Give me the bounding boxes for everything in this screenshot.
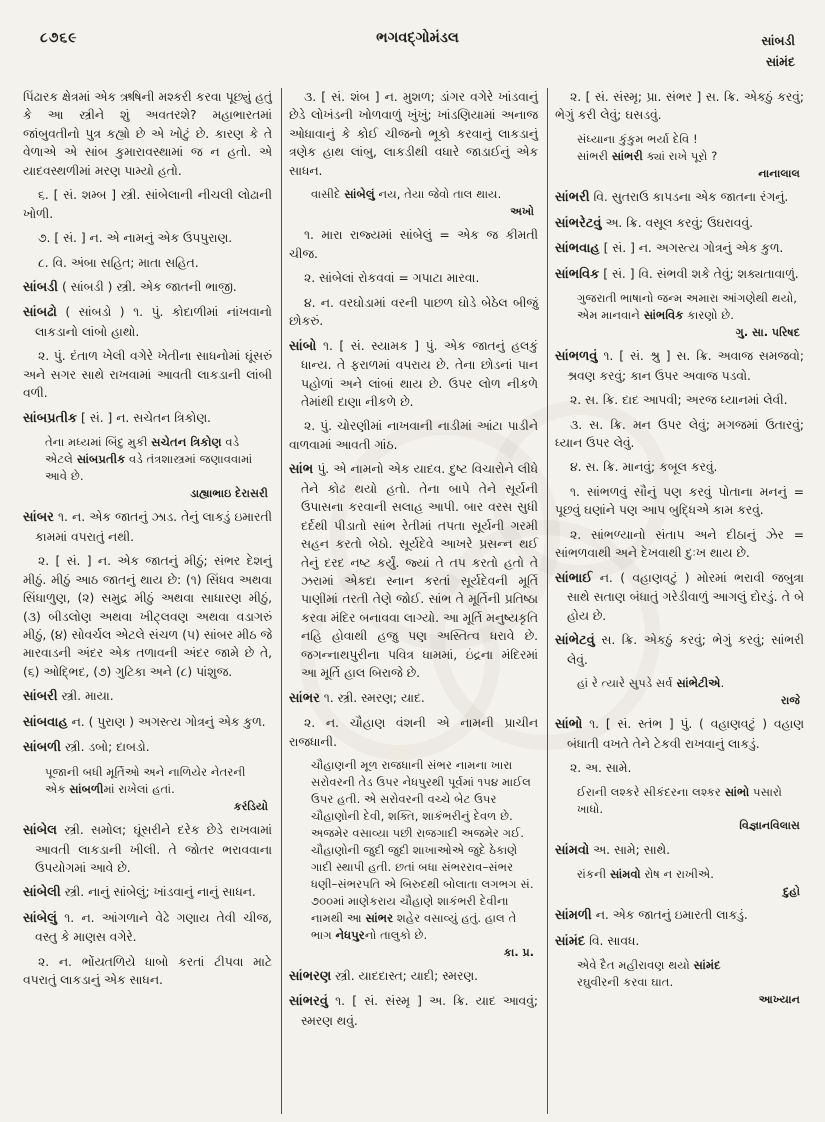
sense-item: ૨. પું. દંતાળ ખેલી વગેરે ખેતીના સાધનોમાં ઘૂંસરું અને સગર સાથે રાખવામાં આવતી લાકડાની લાંબી વળી. <box>23 349 272 401</box>
dict-entry: સાંમળી ન. એક જાતનું ઇમારતી લાકડું. <box>555 908 748 924</box>
quote-block <box>311 757 534 961</box>
dict-entry: સાંબપ્રતીક [ સં. ] ન. સચેતન ત્રિકોણ. <box>23 410 211 426</box>
sense-item: ૧. મારા રાજ્યમાં સાંબેલું = એક જ કીમતી ચીજ. <box>289 228 538 261</box>
headword: સાંબેલી <box>23 885 61 901</box>
sense-item: ૨. ન. ચૌહાણ વંશની એ નામની પ્રાચીન રાજધાની. <box>289 716 538 749</box>
guide-word-bottom: સાંમંદ <box>765 54 795 70</box>
sense-item: ૨. પું. ચોરણીમાં નાખવાની નાડીમાં આંટા પાડીને વાળવામાં આવતી ગાંઠ. <box>289 419 538 452</box>
dict-entry: સાંબળી સ્ત્રી. ડબો; દાબડો. <box>23 740 150 756</box>
dict-entry: સાંબેલ સ્ત્રી. સમોલ; ઘૂંસરીને દરેક છેડે રાખવામાં આવતી લાકડાની ખીલી. તે જોતર ભરાવવાના ઉપયોગમાં આવે છે. <box>23 823 272 875</box>
quote-line: રઘુવીરની કરવા ઘાત. <box>577 975 674 990</box>
sense-item: ૨. [ સં. ] ન. એક જાતનું મીઠું; સંભર દેશનું મીઠું. મીઠું આઠ જાતનું થાય છે: (૧) સિંધવ અથવા સિંધાળુણ, (૨) સમુદ્ર મીઠું અથવા સાધારણ મીઠું, (૩) બીડલોણ અથવા ખીટ્લવણ અથવા વડાગરું મીઠું, (૪) સોવર્ચલ એટલે સંચળ (૫) સાંબર મીઠ જે મારવાડની અંદર એક તળાવની અંદર જામે છે તે, (૬) ઓદ્ભિદ, (૭) ગુટિકા અને (૮) પાંશુજ. <box>23 554 272 679</box>
column-3 <box>547 88 813 1114</box>
headword: સાંભાઈ <box>555 570 593 586</box>
dict-entry: સાંબરી સ્ત્રી. માયા. <box>23 689 114 705</box>
quote-line: વાસીદે સાંબેલું નય, તેયા જેવો તાલ થાય. <box>311 187 502 202</box>
dict-entry: સાંભવાહ [ સં. ] ન. અગસ્ત્ય ગોત્રનું એક કુળ. <box>555 241 784 257</box>
column-2 <box>281 88 547 1114</box>
column-1 <box>16 88 281 1114</box>
headword: સાંબેલ <box>23 823 57 838</box>
dict-entry: સાંભરી વિ. સુતરાઉ કાપડના એક જાતના રંગનું. <box>555 190 789 206</box>
dict-entry: સાંભરવું ૧. [ સં. સંસ્મૃ ] અ. ક્રિ. યાદ આવવું; સ્મરણ થવું. <box>289 994 538 1028</box>
dict-entry: સાંબર ૧. ન. એક જાતનું ઝાડ. તેનું લાકડું ઇમારતી કામમાં વપરાતું નથી. <box>23 510 272 544</box>
dict-entry: સાંબેલી સ્ત્રી. નાનું સાંબેલું; ખાંડવાનું નાનું સાધન. <box>23 885 256 901</box>
sense-item: ૩. [ સં. શંબ ] ન. મુશળ; ડાંગર વગેરે ખાંડવાનું છેડે લોખંડની ખોળવાળું ખુંખું; ખાંડણિયામાં અનાજ ઓધાવાનું કે કોઈ ચીજનો ભૂકો કરવાનું લાકડાનું ત્રણેક હાથ લાંબુ, લાકડીથી વધારે જાડાઈનું એક સાધન. <box>289 90 538 178</box>
sense-item: ૨. સ. ક્રિ. દાદ આપવી; અરજ ધ્યાનમાં લેવી. <box>570 393 788 408</box>
dict-entry: સાંભર ૧. સ્ત્રી. સ્મરણ; યાદ. <box>289 690 425 706</box>
headword: સાંબર <box>23 510 54 526</box>
sense-item: ૨. સાંબેલાં રોકવવાં = ગપાટા મારવા. <box>304 271 480 286</box>
quote-line: ઈરાની લશ્કરે સીકંદરના લશ્કર સાંભો પસારો ખાધો. <box>577 784 782 816</box>
dict-entry: સાંભો ૧. [ સં. સ્તંભ ] પું. ( વહાણવટું ) વહાણ બંધાતી વખતે તેને ટેકવી રાખવાનું લાકડું. <box>555 717 804 751</box>
headword: સાંભળવું <box>555 349 598 365</box>
quote-line: રાંકની સાંમવો રોષ ન રાખીએ. <box>577 867 714 882</box>
quote-line: પૂજાની બધી મૂર્તિઓ અને નાળિયેર નેતરની એક સાંબળીમાં રાખેલાં હતાં. <box>45 764 246 796</box>
attribution: કરંડિયો <box>233 799 268 813</box>
quote-block <box>45 764 268 815</box>
dict-entry: સાંભેટવું સ. ક્રિ. એકઠું કરવું; ભેગું કરવું; સાંભરી લેવું. <box>555 633 804 667</box>
dict-entry: સાંભળવું ૧. [ સં. શ્રુ ] સ. ક્રિ. અવાજ સમજવો; શ્રવણ કરવું; કાન ઉપર અવાજ પડવો. <box>555 349 804 383</box>
continuation-para: પિંઢારક ક્ષેત્રમાં એક ઋષિની મશ્કરી કરવા પૂછ્યું હતું કે આ સ્ત્રીને શું અવતરશે? મહાભારતમાં જાંબુવતીનો પુત્ર કહ્યો છે એ ખોટું છે. કારણ કે તે વેળાએ એ સાંબ કુમારાવસ્થામાં જ ન હતો. એ યાદવસ્થળીમાં મરણ પામ્યો હતો. <box>23 90 272 178</box>
headword: સાંબપ્રતીક <box>23 410 78 426</box>
attribution: રાજે <box>780 693 800 707</box>
dict-entry: સાંબવાહ ન. ( પુરાણ ) અગસ્ત્ય ગોત્રનું એક કુળ. <box>23 714 266 730</box>
dict-entry: સાંમંદ વિ. સાવધ. <box>555 933 640 949</box>
headword: સાંભરણ <box>289 968 332 984</box>
headword: સાંબઢો <box>23 305 57 321</box>
headword: સાંબો <box>289 338 317 354</box>
headword: સાંબળી <box>23 740 62 756</box>
page-number: ૮૭૬૯ <box>40 30 78 46</box>
dict-entry: સાંભરણ સ્ત્રી. યાદદાસ્ત; યાદી; સ્મરણ. <box>289 968 478 984</box>
sense-item: ૬. [ સં. શમ્બ ] સ્ત્રી. સાંબેલાની નીચલી લોઢાની ખોળી. <box>23 188 272 221</box>
quote-block <box>311 186 534 220</box>
dict-entry: સાંબઢો ( સાંબડો ) ૧. પું. કોદાળીમાં નાંખવાનો લાકડાનો લાંબો હાથો. <box>23 305 272 339</box>
quote-line: સાંભરી સાંભરી ક્યાં રાખે પૂરો ? <box>577 148 718 163</box>
attribution: દુહો <box>782 885 800 899</box>
headword: સાંમળી <box>555 908 592 924</box>
dict-entry: સાંભાઈ ન. ( વહાણવટું ) મોરમાં ભરાવી જબુત્રા સાથે સતાણ બંધાતું ગરેડીવાળું આગલું દોરડું. તે બે હોય છે. <box>555 570 804 623</box>
headword: સાંમંદ <box>555 933 586 949</box>
quote-line: સંધ્યાના કુંકુમ ભર્યા દેવિ ! <box>577 131 698 146</box>
dict-entry: સાંભવિક [ સં. ] વિ. સંભવી શકે તેવું; શક્યતાવાળું. <box>555 266 799 282</box>
page-header <box>40 30 795 73</box>
quote-block <box>577 957 800 1008</box>
headword: સાંભરવું <box>289 994 328 1010</box>
sense-item: ૪. સ. ક્રિ. માનવું; કબૂલ કરવું. <box>570 460 718 475</box>
attribution: કા. પ્ર. <box>503 945 534 959</box>
quote-line: ચૌહાણની મૂળ રાજધાની સંભર નામના ખારા સરોવરની તેડ ઉપર નેધપુરથી પૂર્વમાં ૧૫૪ માઈલ ઉપર હતી. એ સરોવરની વચ્ચે બેટ ઉપર ચૌહાણોની દેવી, શક્તિ, શાકંભરીનું દેવળ છે. અજમેર વસાવ્યા પછી રાજગાદી અજમેર ગઈ. ચૌહાણોની જુદી જુદી શાખાઓએ જુદે ઠેકાણે ગાદી સ્થાપી હતી. છતાં બધા સંભરરાવ–સંભર ધણી–સંભરપતિ એ બિરુદથી બોલાતા લગભગ સં. ૭૦૦માં માણેકરાય ચૌહાણે શાકંભરી દેવીના નામથી આ સાંભર શહેર વસાવ્યું હતું. હાલ તે ભાગ નેધપુરનો તાલુકો છે. <box>311 757 534 942</box>
sense-item: ૭. [ સં. ] ન. એ નામનું એક ઉપપુરાણ. <box>38 231 233 246</box>
quote-line: એવે દૈત મહીરાવણ થયો સાંમંદ <box>577 958 721 973</box>
sense-item: ૩. સ. ક્રિ. મન ઉપર લેવું; મગજમાં ઉતારવું; ધ્યાન ઉપર લેવું. <box>555 417 804 451</box>
quote-line: હાં રે ત્યારે સુપડે સર્વ સાંભેટીએ. <box>577 675 725 690</box>
headword: સાંબરી <box>23 689 58 705</box>
dict-entry: સાંબડી ( સાંબડી ) સ્ત્રી. એક જાતની ભાજી. <box>23 279 237 295</box>
attribution: આખ્યાન <box>758 993 800 1007</box>
quote-block <box>45 434 268 502</box>
headword: સાંભરેટવું <box>555 215 602 231</box>
headword: સાંભરી <box>555 190 590 206</box>
headword: સાંભ <box>289 462 314 478</box>
dict-entry: સાંમવો અ. સામે; સાથે. <box>555 842 670 858</box>
sense-item: ૪. ન. વરઘોડામાં વરની પાછળ ઘોડે બેઠેલ બીજું છોકરું. <box>289 295 538 329</box>
guide-word-top: સાંબડી <box>761 33 795 48</box>
dict-entry: સાંભરેટવું અ. ક્રિ. વસૂલ કરવું; ઉઘરાવવું. <box>555 215 754 231</box>
quote-block <box>577 866 800 900</box>
headword: સાંભર <box>289 690 320 706</box>
headword: સાંભવિક <box>555 266 600 282</box>
quote-line: તેના મધ્યમાં બિંદુ મુકી સચેતન ત્રિકોણ વડે એટલે સાંબપ્રતીક વડે તંત્રશાસ્ત્રમાં જણાવવામાં આવે છે. <box>45 435 253 484</box>
attribution: નાનાલાલ <box>758 166 800 180</box>
sense-item: ૨. ન. ભોંયતળિયે ધાબો કરતાં ટીપવા માટે વપરાતું લાકડાનું એક સાધન. <box>23 954 272 988</box>
headword: સાંબવાહ <box>23 714 68 730</box>
dict-entry: સાંભ પું. એ નામનો એક યાદવ. દુષ્ટ વિચારોને લીધે તેને કોઢ થયો હતો. તેના બાપે તેને સૂર્યની ઉપાસના કરવાની સલાહ આપી. બાર વરસ સુધી દર્દથી પીડાતો સાંભ રેતીમાં તપતા સૂર્યની ગરમી સહન કરતો બેઠો. સૂર્યદેવે આખરે પ્રસન્ન થઈ તેનું દરદ નષ્ટ કર્યું. જ્યાં તે તપ કરતો હતો તે ઝરામાં એકદા સ્નાન કરતાં સૂર્યદેવની મૂર્તિ પાણીમાં તરતી તેણે જોઈ. સાંભ તે મૂર્તિની પ્રતિષ્ઠા કરવા મંદિર બનાવવા લાગ્યો. આ મૂર્તિ મનુષ્યકૃતિ નહિ હોવાથી હજુ પણ અસ્તિત્વ ધરાવે છે. જગન્નાથપુરીના પવિત્ર ધામમાં, ઇંદ્રના મંદિરમાં આ મૂર્તિ હાલ બિરાજે છે. <box>289 462 538 681</box>
dict-entry: સાંબેલું ૧. ન. આંગળાને વેઢે ગણાય તેવી ચીજ, વસ્તુ કે માણસ વગેરે. <box>23 910 272 945</box>
sense-item: ૨. સાંભળ્યાનો સંતાપ અને દીઠાનું ઝેર = સાંભળવાથી અને દેખવાથી દુઃખ થાય છે. <box>555 527 804 561</box>
attribution: અખો <box>510 205 534 219</box>
sense-item: ૨. [ સં. સંસ્મૃ; પ્રા. સંભર ] સ. ક્રિ. એકઠું કરવું; ભેગું કરી લેવું; ઘસડવું. <box>555 90 804 123</box>
quote-line: ગુજરાતી ભાષાનો જન્મ અમારા આંગણેથી થયો, એમ માનવાને સાંભવિક કારણો છે. <box>577 291 797 323</box>
attribution: વિજ્ઞાનવિલાસ <box>739 819 800 833</box>
headword: સાંભવાહ <box>555 241 600 257</box>
sense-item: ૮. વિ. અંબા સહિત; માતા સહિત. <box>38 255 199 270</box>
headword: સાંમવો <box>555 842 590 858</box>
headword: સાંભો <box>555 717 583 733</box>
headword: સાંબડી <box>23 279 59 295</box>
dict-entry: સાંબો ૧. [ સં. સ્યામક ] પું. એક જાતનું હલકું ધાન્ય. તે ફરાળમાં વપરાય છે. તેના છોડનાં પાન પહોળાં અને લાંબાં થાય છે. ઉપર લોળ નીકળે તેમાંથી દાણા નીકળે છે. <box>289 338 538 409</box>
sense-item: ૨. અ. સામે. <box>570 761 632 776</box>
page-title: ભગવદ્ગોમંડલ <box>376 30 459 46</box>
attribution: ગુ. સા. પરિષદ <box>735 325 800 339</box>
quote-block <box>577 675 800 709</box>
attribution: ડાહ્યાભાઇ દેરાસરી <box>190 487 268 501</box>
sense-item: ૧. સાંભળવું સૌનું પણ કરવું પોતાના મનનું = પૂછવું ઘણાંને પણ આપ બુદ્ધિએ કામ કરવું. <box>555 484 804 518</box>
guide-words <box>675 30 795 73</box>
text-columns <box>16 88 813 1114</box>
quote-block <box>577 290 800 341</box>
headword: સાંભેટવું <box>555 633 595 649</box>
quote-block <box>577 784 800 835</box>
quote-block <box>577 131 800 182</box>
headword: સાંબેલું <box>23 910 57 926</box>
